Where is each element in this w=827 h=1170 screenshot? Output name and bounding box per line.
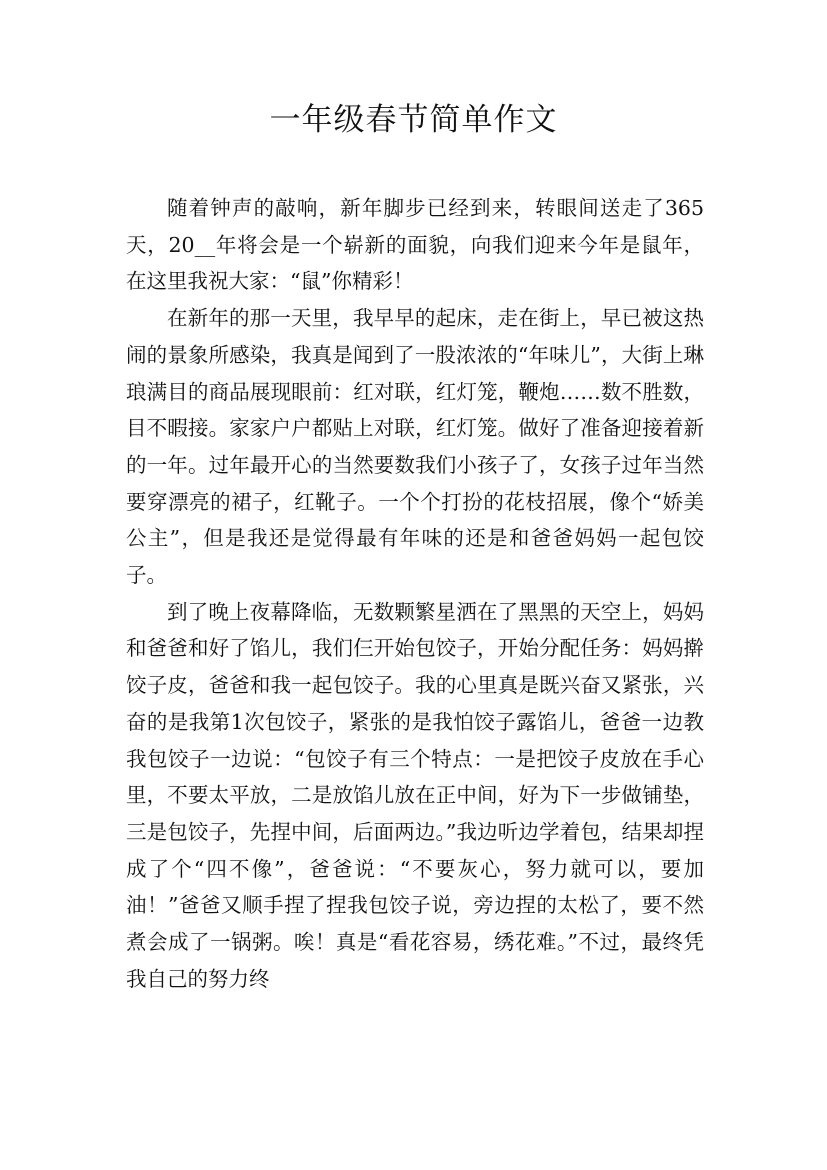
paragraph-3: 到了晚上夜幕降临，无数颗繁星洒在了黑黑的天空上，妈妈和爸爸和好了馅儿，我们仨开始包饺子，开始分配任务：妈妈擀饺子皮，爸爸和我一起包饺子。我的心里真是既兴奋又紧张，兴奋的是我第1次包饺子，紧张的是我怕饺子露馅儿，爸爸一边教我包饺子一边说：“包饺子有三个特点：一是把饺子皮放在手心里，不要太平放，二是放馅儿放在正中间，好为下一步做铺垫，三是包饺子，先捏中间，后面两边。”我边听边学着包，结果却捏成了个“四不像”，爸爸说：“不要灰心，努力就可以，要加油！”爸爸又顺手捏了捏我包饺子说，旁边捏的太松了，要不然煮会成了一锅粥。唉！真是“看花容易，绣花难。”不过，最终凭我自己的努力终 bbox=[126, 599, 704, 991]
document-body bbox=[126, 190, 704, 997]
paragraph-2: 在新年的那一天里，我早早的起床，走在街上，早已被这热闹的景象所感染，我真是闻到了一股浓浓的“年味儿”，大街上琳琅满目的商品展现眼前：红对联，红灯笼，鞭炮……数不胜数，目不暇接。家家户户都贴上对联，红灯笼。做好了准备迎接着新的一年。过年最开心的当然要数我们小孩子了，女孩子过年当然要穿漂亮的裙子，红靴子。一个个打扮的花枝招展，像个“娇美公主”，但是我还是觉得最有年味的还是和爸爸妈妈一起包饺子。 bbox=[126, 306, 704, 588]
document-title: 一年级春节简单作文 bbox=[269, 102, 558, 138]
paragraph-1: 随着钟声的敲响，新年脚步已经到来，转眼间送走了365天，20__年将会是一个崭新的面貌，向我们迎来今年是鼠年，在这里我祝大家：“鼠”你精彩！ bbox=[126, 196, 704, 294]
